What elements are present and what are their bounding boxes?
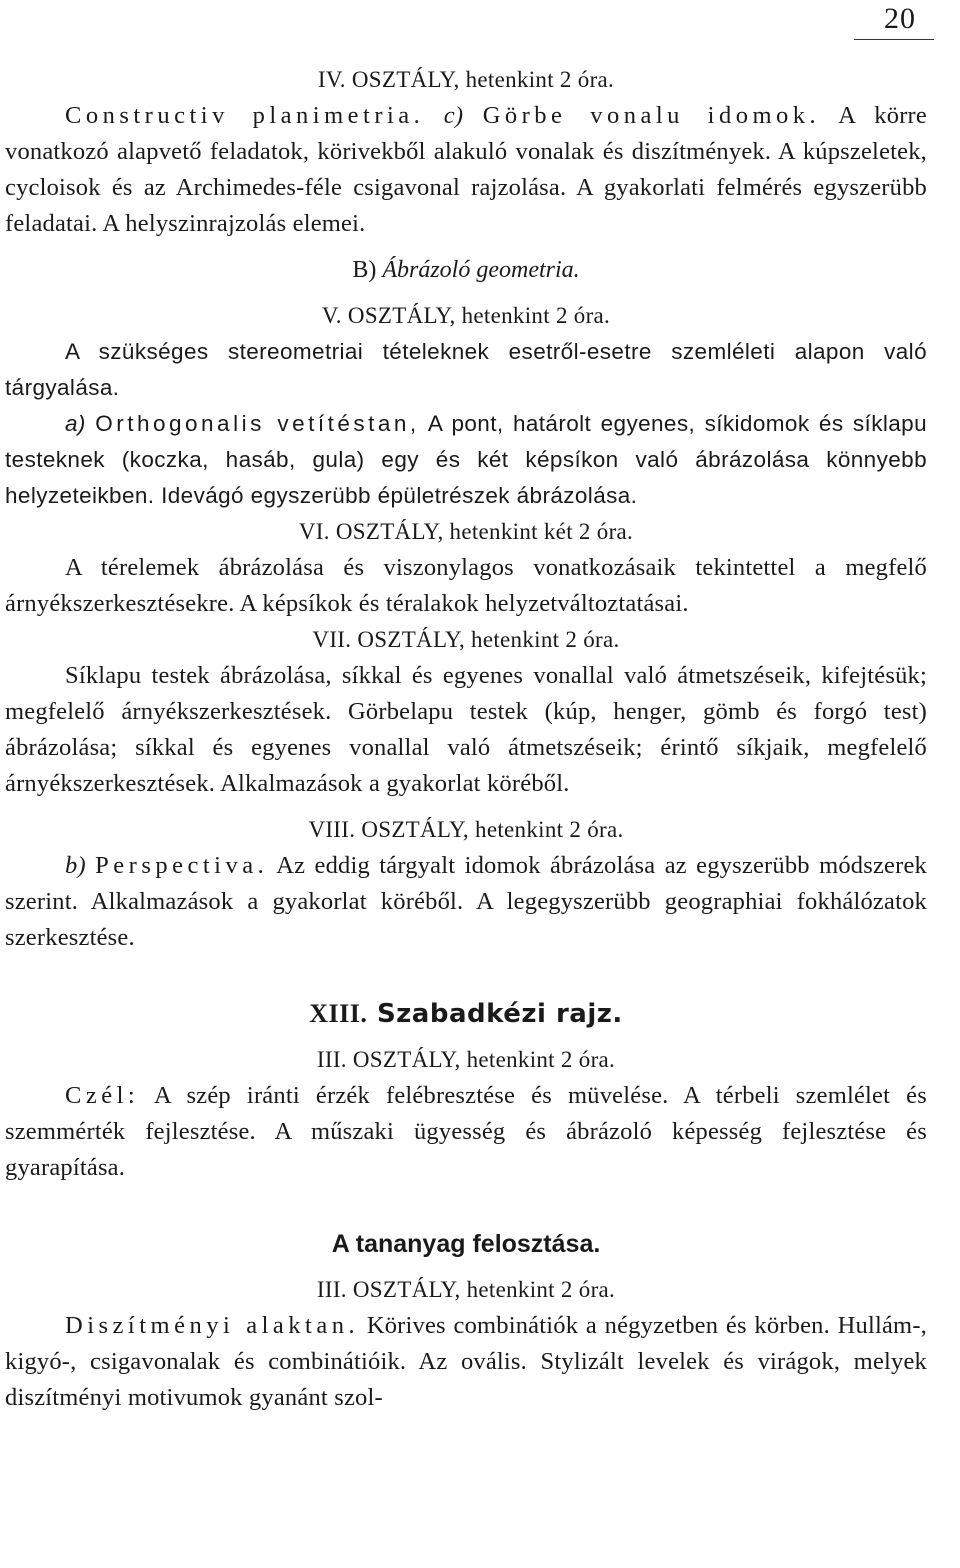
paragraph-perspectiva: [5, 848, 927, 956]
page-number: 20: [884, 2, 916, 35]
section-term: Czél:: [65, 1082, 140, 1109]
class-heading-vi: VI. OSZTÁLY, hetenkint két 2 óra.: [298, 519, 634, 544]
item-letter: c): [443, 102, 464, 129]
item-letter: a): [65, 411, 86, 436]
paragraph-czel: [5, 1078, 927, 1186]
subsection-title: Ábrázoló geometria.: [382, 257, 580, 283]
class-heading-iv: IV. OSZTÁLY, hetenkint 2 óra.: [317, 67, 615, 92]
class-heading-vii: VII. OSZTÁLY, hetenkint 2 óra.: [312, 627, 620, 652]
section-term: Görbe vonalu idomok.: [482, 102, 821, 129]
page-body: [5, 62, 927, 1416]
paragraph-text: Körives combinátiók a négyzetben és körben. Hullám-, kigyó-, csigavonalak és combinátióik. Az ovális. Stylizált levelek és virágok, melyek diszítményi motivumok gyanánt szol-: [5, 1312, 928, 1411]
class-heading-v: V. OSZTÁLY, hetenkint 2 óra.: [321, 303, 611, 328]
section-term: Constructiv planimetria.: [65, 102, 425, 129]
item-letter: b): [65, 852, 86, 879]
paragraph-text: A pont, határolt egyenes, síkidomok és síklapu testeknek (koczka, hasáb, gula) egy és két képsíkon való ábrázolása könnyebb helyzeteikben. Idevágó egyszerübb épületrészek ábrázolása.: [5, 411, 927, 508]
section-term: Orthogonalis vetítéstan,: [95, 411, 420, 436]
paragraph-terelemek: A térelemek ábrázolása és viszonylagos vonatkozásaik tekintettel a megfelő árnyékszerkesztésekre. A képsíkok és téralakok helyzetváltoztatásai.: [5, 554, 927, 617]
paragraph-text: A körre vonatkozó alapvető feladatok, körivekből alakuló vonalak és diszítmények. A kúpszeletek, cycloisok és az Archimedes-féle csigavonal rajzolása. A gyakorlati felmérés egyszerübb feladatai. A helyszinrajzolás elemei.: [5, 102, 927, 237]
paragraph-siklapu-testek: Síklapu testek ábrázolása, síkkal és egyenes vonallal való átmetszéseik, kifejtésük; megfelelő árnyékszerkesztések. Görbelapu testek (kúp, henger, gömb és forgó test) ábrázolása; síkkal és egyenes vonallal való átmetszéseik; érintő síkjaik, megfelelő árnyékszerkesztések. Alkalmazások a gyakorlat köréből.: [5, 662, 927, 797]
heading-tananyag-felosztasa: A tananyag felosztása.: [331, 1230, 601, 1258]
part-title: Szabadkézi rajz.: [376, 999, 623, 1029]
paragraph-orthogonalis: [5, 406, 927, 514]
class-heading-iii-second: III. OSZTÁLY, hetenkint 2 óra.: [316, 1277, 616, 1302]
paragraph-text: Az eddig tárgyalt idomok ábrázolása az egyszerübb módszerek szerint. Alkalmazások a gyakorlat köréből. A legegyszerübb geographiai fokhálózatok szerkesztése.: [5, 852, 927, 951]
part-number: XIII.: [309, 999, 368, 1028]
paragraph-text: A szép iránti érzék felébresztése és müvelése. A térbeli szemlélet és szemmérték fejlesztése. A műszaki ügyesség és ábrázoló képesség fejlesztése és gyarapítása.: [5, 1082, 927, 1181]
paragraph-stereometria: A szükséges stereometriai tételeknek esetről-esetre szemléleti alapon való tárgyalása.: [5, 339, 927, 400]
section-term: Perspectiva.: [95, 852, 269, 879]
subsection-letter: B): [352, 257, 377, 283]
section-term: Diszítményi alaktan.: [65, 1312, 360, 1339]
subsection-heading-abrazolo-geometria: [5, 252, 927, 288]
class-heading-iii: III. OSZTÁLY, hetenkint 2 óra.: [316, 1047, 616, 1072]
class-heading-viii: VIII. OSZTÁLY, hetenkint 2 óra.: [308, 817, 624, 842]
paragraph-diszitmenyi-alaktan: [5, 1308, 927, 1416]
paragraph-constructiv-planimetria: [5, 98, 927, 242]
part-heading-szabadkezi-rajz: [5, 996, 927, 1032]
